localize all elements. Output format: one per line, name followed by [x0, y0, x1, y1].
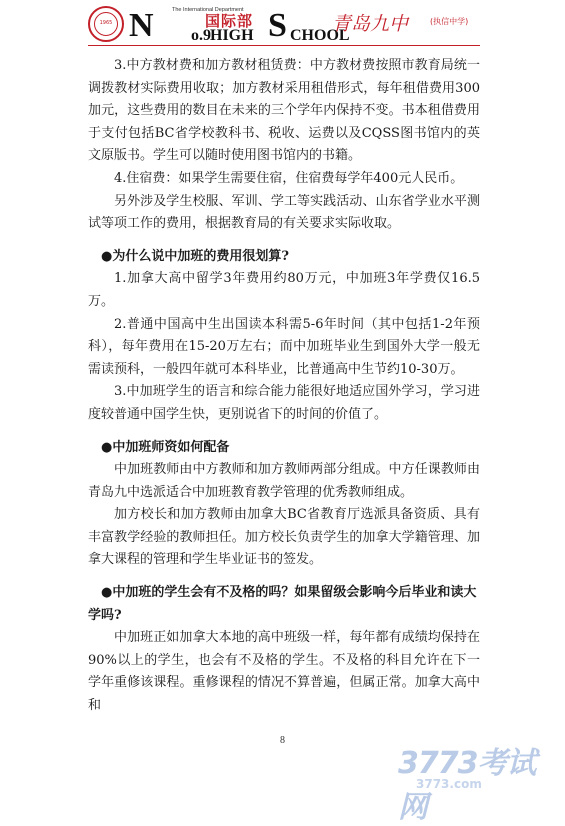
section-heading-cost-value: ●为什么说中加班的费用很划算? [101, 248, 289, 264]
paragraph-cost-compare-3: 3.中加班学生的语言和综合能力能很好地适应国外学习，学习进度较普通中国学生快，更别说省下的时间的价值了。 [88, 384, 480, 422]
brand-o9: o.9 [191, 27, 211, 44]
section-heading-teachers: ●中加班师资如何配备 [101, 439, 230, 455]
paragraph-failing-1: 中加班正如加拿大本地的高中班级一样，每年都有成绩均保持在90%以上的学生，也会有不及格的学生。不及格的科目允许在下一学年重修该课程。重修课程的情况不算普遍，但属正常。加拿大高中和 [88, 630, 480, 714]
brand-school-name-cn: 青岛九中 [332, 13, 409, 35]
brand-high: HIGH [210, 27, 254, 44]
seal-year: 1965 [99, 20, 113, 26]
brand-international-department-cn: 国际部 [205, 12, 254, 30]
paragraph-accommodation-fee: 4.住宿费：如果学生需要住宿，住宿费每学年400元人民币。 [114, 170, 464, 186]
brand-english-department: The International Department [172, 7, 244, 13]
school-seal-logo [88, 6, 124, 42]
paragraph-textbook-fees: 3.中方教材费和加方教材租赁费：中方教材费按照市教育局统一调拨教材实际费用收取；加方教材采用租借形式，每年租借费用300加元，这些费用的数目在未来的三个学年内保持不变。书本租借费用于支付包括BC省学校教科书、税收、运费以及CQSS图书馆内的英文原版书。学生可以随时使用图书馆内的书籍。 [88, 58, 480, 164]
page-header [0, 0, 565, 50]
watermark-main-text: 3773考试网 [398, 746, 536, 825]
paragraph-cost-compare-2: 2.普通中国高中生出国读本科需5-6年时间（其中包括1-2年预科），每年费用在15-20万左右；而中加班毕业生到国外大学一般无需读预科，一般四年就可本科毕业，比普通高中生节约10-30万。 [88, 316, 480, 377]
watermark-logo [398, 738, 558, 825]
page-number: 8 [280, 735, 285, 746]
brand-letter-n: N [129, 7, 154, 44]
paragraph-cost-compare-1: 1.加拿大高中留学3年费用约80万元，中加班3年学费仅16.5万。 [88, 271, 480, 309]
section-heading-failing: ●中加班的学生会有不及格的吗？如果留级会影响今后毕业和读大学吗? [88, 585, 477, 623]
paragraph-teachers-2: 加方校长和加方教师由加拿大BC省教育厅选派具备资质、具有丰富教学经验的教师担任。加方校长负责学生的加拿大学籍管理、加拿大课程的管理和学生毕业证书的签发。 [88, 507, 480, 568]
watermark-url-text: 3773.com [416, 777, 482, 791]
brand-school-alias: (执信中学) [430, 17, 469, 26]
brand-chool: CHOOL [290, 27, 350, 44]
paragraph-teachers-1: 中加班教师由中方教师和加方教师两部分组成。中方任课教师由青岛九中选派适合中加班教育教学管理的优秀教师组成。 [88, 462, 480, 500]
brand-letter-s: S [268, 7, 287, 44]
paragraph-other-fees: 另外涉及学生校服、军训、学工等实践活动、山东省学业水平测试等项工作的费用，根据教育局的有关要求实际收取。 [88, 193, 480, 232]
header-rule [88, 45, 480, 46]
document-body [88, 55, 480, 718]
